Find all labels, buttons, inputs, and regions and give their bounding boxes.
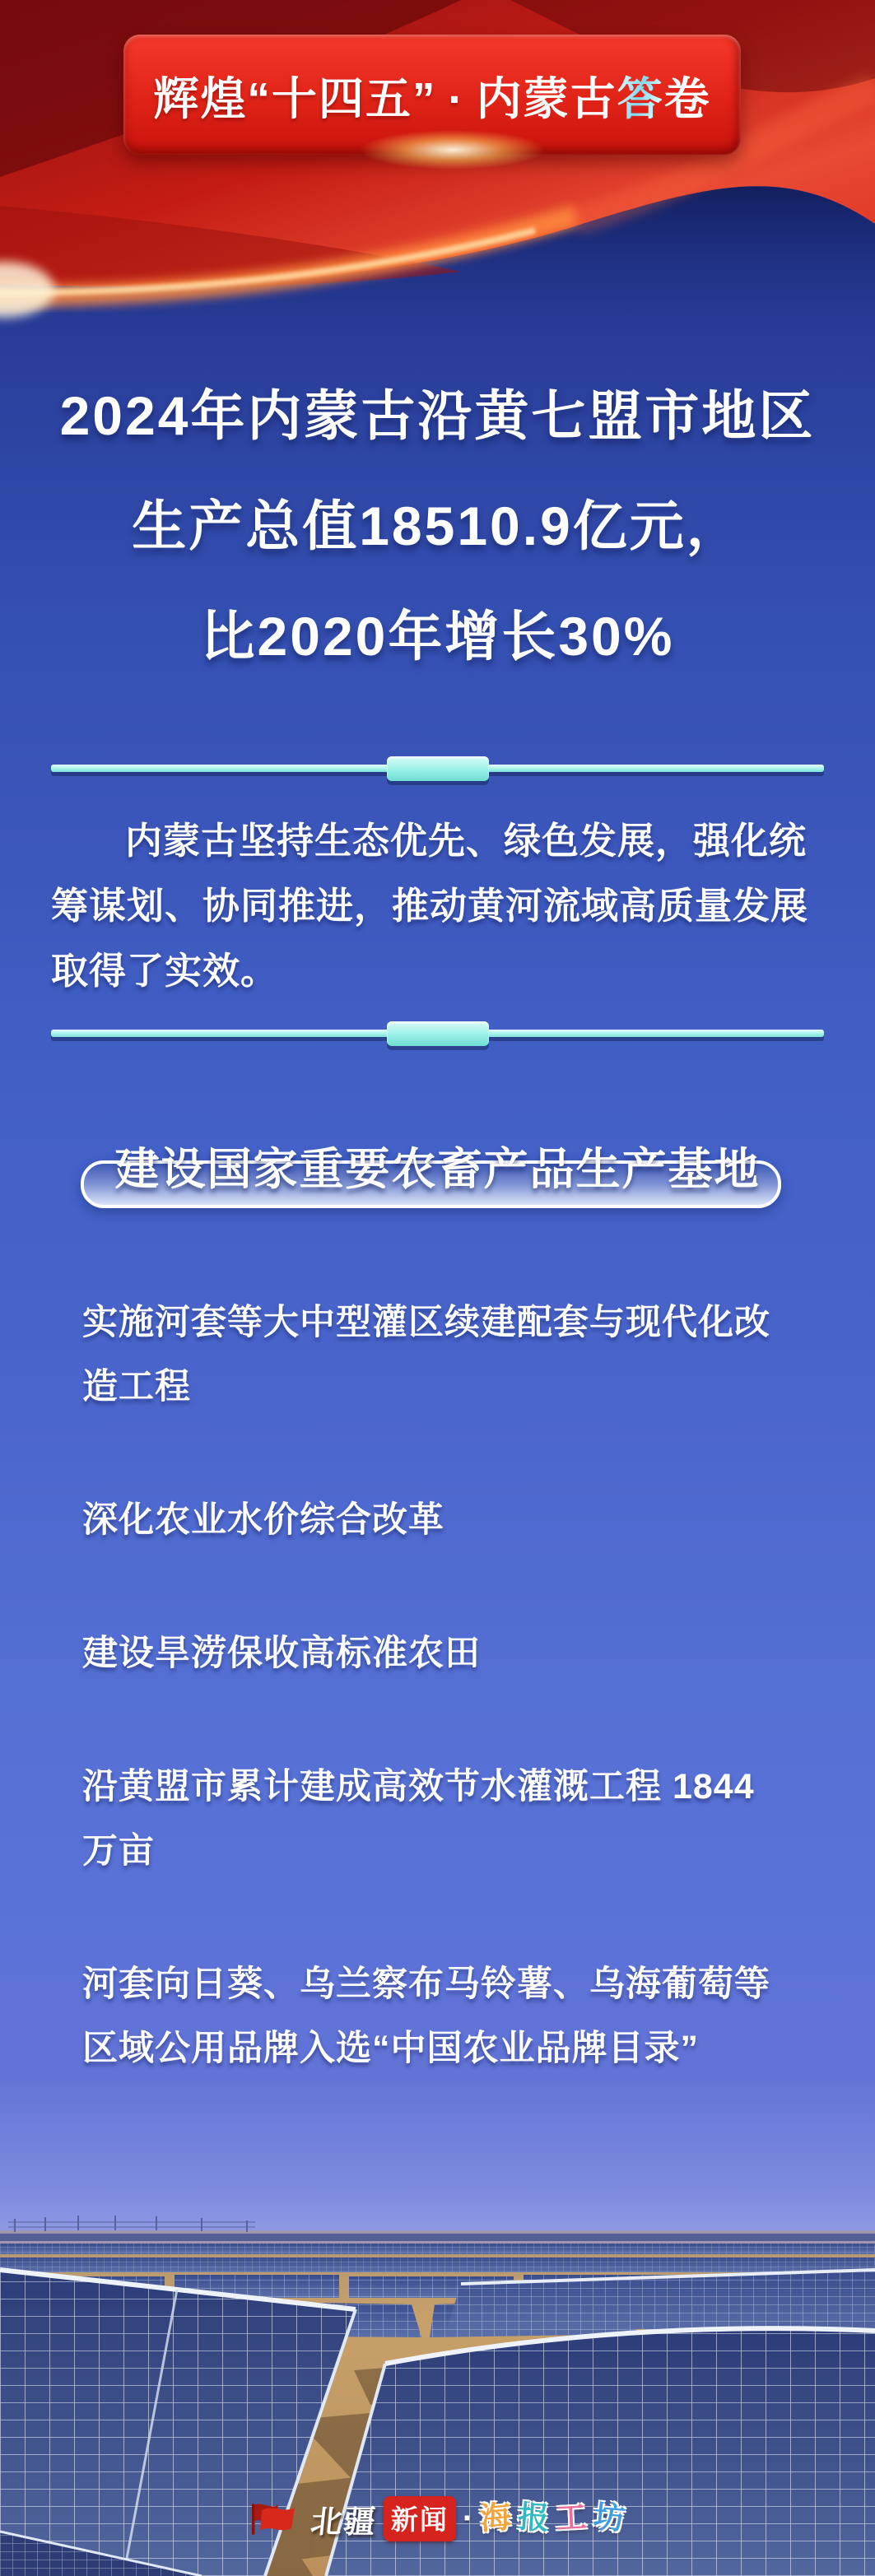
workshop-char: 工 [555,2500,589,2536]
divider-top [51,765,824,772]
headline-line-1: 2024年内蒙古沿黄七盟市地区 [59,385,816,446]
headline-line-3: 比2020年增长30% [200,606,675,667]
divider-bottom [51,1030,824,1037]
red-flag-icon [250,2500,305,2536]
divider-center-segment [387,756,489,781]
headline-line-2: 生产总值18510.9亿元， [132,495,743,556]
footer-logo [0,2495,875,2541]
list-item: 沿黄盟市累计建成高效节水灌溉工程 1844 万亩 [82,1767,755,1871]
logo-separator-dot: · [462,2500,474,2536]
brand-script-text: 北疆 [309,2504,379,2540]
brand-badge: 新闻 [384,2496,456,2541]
achievement-list [82,1290,800,2150]
list-item: 河套向日葵、乌兰察布马铃薯、乌海葡萄等区域公用品牌入选“中国农业品牌目录” [82,1965,770,2068]
list-item: 建设旱涝保收高标准农田 [82,1634,481,1673]
banner-title-left: 辉煌“十四五” [153,72,437,124]
banner [123,35,741,155]
list-item: 深化农业水价综合改革 [82,1500,444,1540]
workshop-char: 坊 [592,2499,626,2537]
banner-title [153,63,710,128]
headline [0,360,875,691]
intro-paragraph: 内蒙古坚持生态优先、绿色发展，强化统筹谋划、协同推进，推动黄河流域高质量发展取得了实效。 [51,820,809,992]
section-title: 建设国家重要农畜产品生产基地 [114,1145,761,1194]
workshop-char: 海 [478,2499,513,2537]
workshop-char: 报 [516,2499,551,2537]
divider-center-segment [387,1021,489,1046]
banner-title-right: 内蒙古答卷 [476,72,711,124]
banner-separator: · [448,72,465,124]
list-item: 实施河套等大中型灌区续建配套与现代化改造工程 [82,1303,770,1407]
